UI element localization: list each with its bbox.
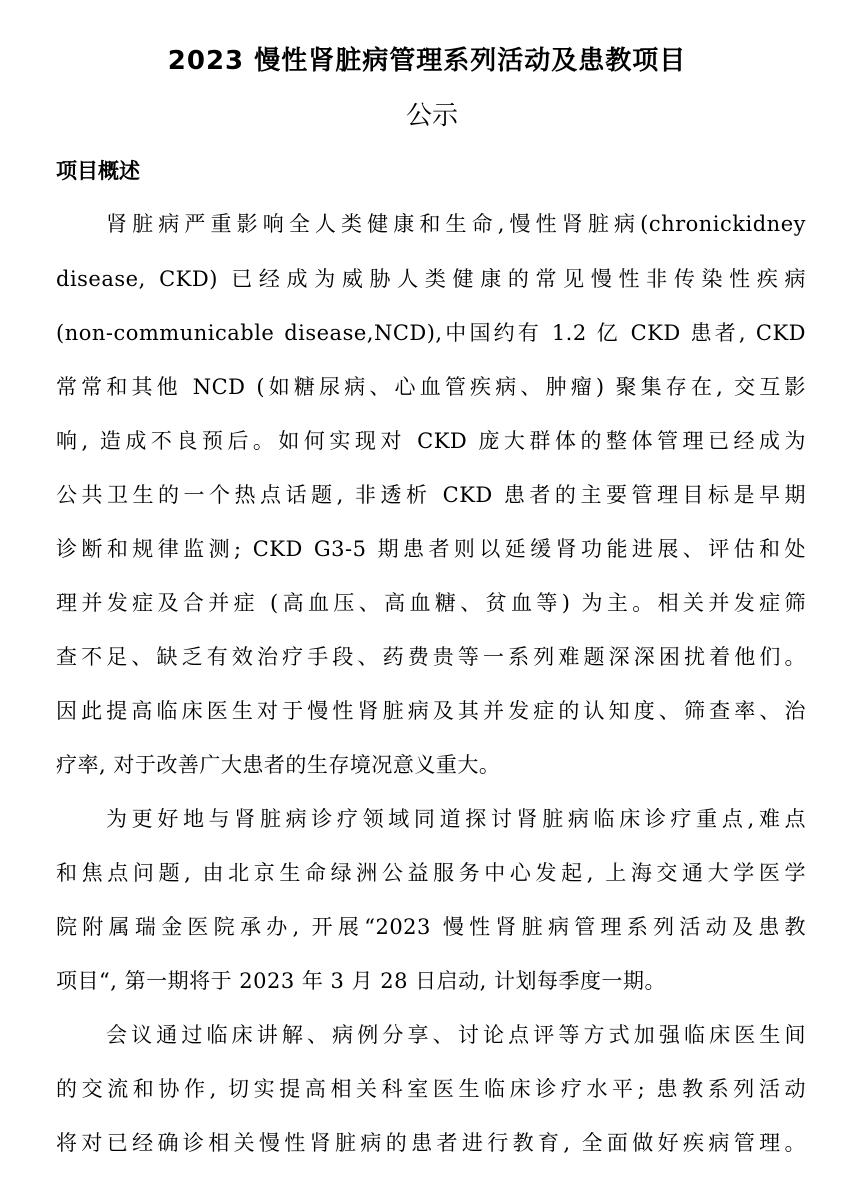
paragraph-line: 疗率, 对于改善广大患者的生存境况意义重大。	[56, 753, 501, 777]
paragraph-line: 为更好地与肾脏病诊疗领域同道探讨肾脏病临床诊疗重点,难点	[106, 807, 806, 831]
paragraph-line: 和焦点问题, 由北京生命绿洲公益服务中心发起, 上海交通大学医学	[56, 861, 806, 885]
paragraph-line: 项目“, 第一期将于 2023 年 3 月 28 日启动, 计划每季度一期。	[56, 969, 667, 993]
paragraph-line: 公共卫生的一个热点话题, 非透析 CKD 患者的主要管理目标是早期	[56, 483, 806, 507]
paragraph-line: 理并发症及合并症 (高血压、高血糖、贫血等) 为主。相关并发症筛	[56, 591, 806, 615]
section-heading: 项目概述	[56, 159, 140, 183]
paragraph-line: 查不足、缺乏有效治疗手段、药费贵等一系列难题深深困扰着他们。	[56, 645, 806, 669]
paragraph-line: 诊断和规律监测; CKD G3-5 期患者则以延缓肾功能进展、评估和处	[56, 537, 806, 561]
paragraph-line: 的交流和协作, 切实提高相关科室医生临床诊疗水平; 患教系列活动	[56, 1077, 806, 1101]
paragraph-line: 常常和其他 NCD (如糖尿病、心血管疾病、肿瘤) 聚集存在, 交互影	[56, 375, 806, 399]
paragraph-line: 会议通过临床讲解、病例分享、讨论点评等方式加强临床医生间	[106, 1023, 806, 1047]
paragraph-line: 因此提高临床医生对于慢性肾脏病及其并发症的认知度、筛查率、治	[56, 699, 806, 723]
paragraph-line: 将对已经确诊相关慢性肾脏病的患者进行教育, 全面做好疾病管理。	[56, 1131, 806, 1155]
paragraph-line: 响, 造成不良预后。如何实现对 CKD 庞大群体的整体管理已经成为	[56, 429, 806, 453]
paragraph-line: disease, CKD) 已经成为威胁人类健康的常见慢性非传染性疾病	[56, 267, 806, 291]
document-title: 2023 慢性肾脏病管理系列活动及患教项目	[167, 46, 687, 76]
document-subtitle: 公示	[405, 101, 458, 131]
paragraph-line: 肾脏病严重影响全人类健康和生命,慢性肾脏病(chronickidney	[106, 212, 806, 236]
paragraph-line: 院附属瑞金医院承办, 开展“2023 慢性肾脏病管理系列活动及患教	[56, 915, 806, 939]
paragraph-line: (non-communicable disease,NCD),中国约有 1.2 亿 CKD 患者, CKD	[56, 321, 806, 345]
